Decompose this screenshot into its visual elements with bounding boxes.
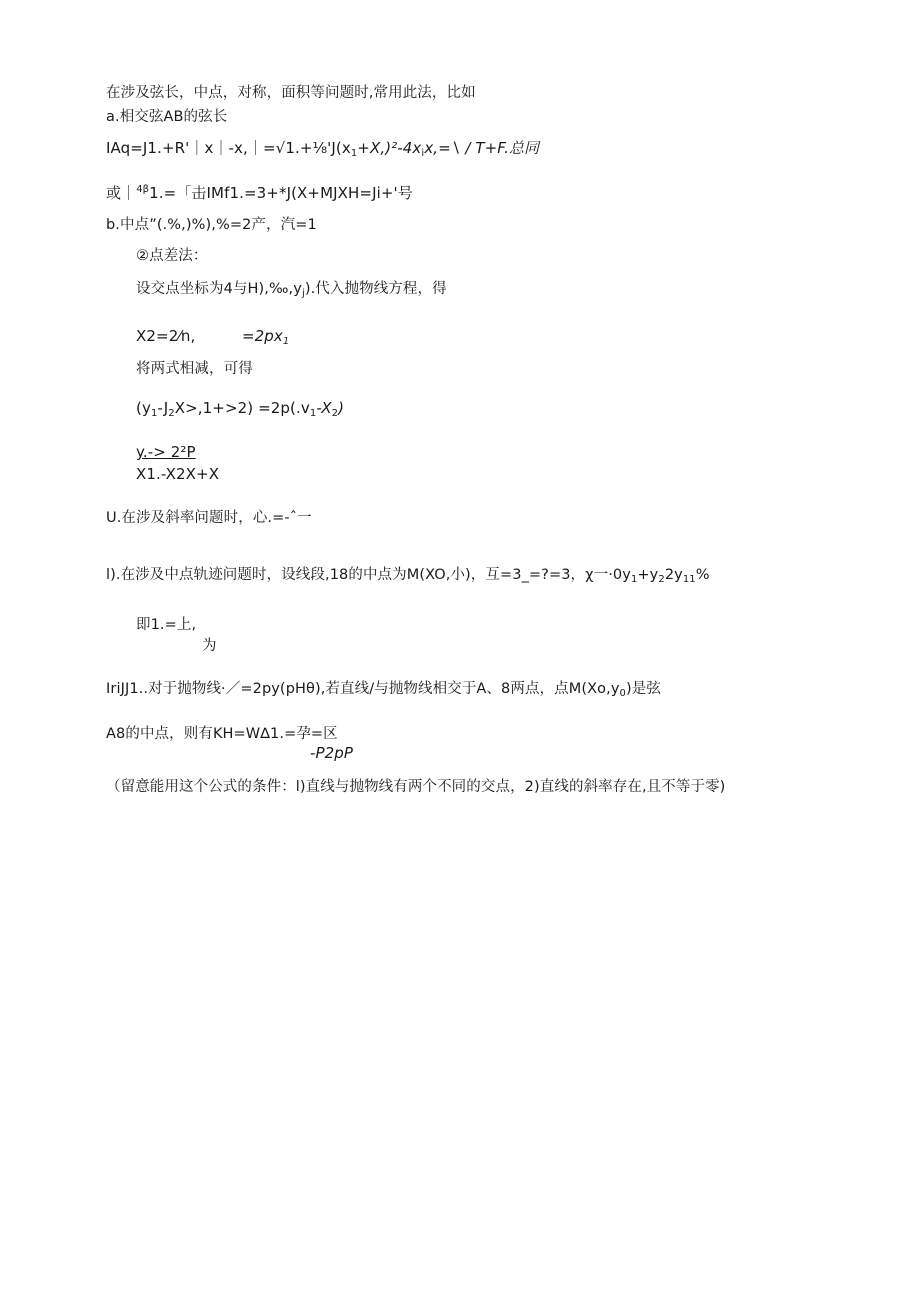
formula-subscript: 1: [309, 408, 317, 419]
formula-part: 1.=「击IMf1.=3+*J(X+MJXH=Ji+'号: [149, 184, 413, 202]
text-subscript: 2: [658, 574, 665, 585]
text-subscript: j: [301, 288, 305, 299]
text-part: 2y: [664, 567, 683, 583]
text-subscript: 1: [630, 574, 638, 585]
formula-part: (y: [136, 399, 151, 417]
text-subscript: 0: [619, 688, 626, 699]
equation-wei: 为: [202, 638, 217, 654]
formula-subscript: 1: [282, 336, 290, 347]
text-part: ).代入抛物线方程，得: [304, 281, 447, 297]
text-part: l).在涉及中点轨迹问题时，设线段,18的中点为M(XO,小)，互=3_=?=3，χ一·0y: [106, 567, 631, 583]
formula-part: =2px: [242, 327, 283, 345]
equation-2px: [242, 327, 289, 351]
formula-part: IAq=J1.+R'｜x｜-x,｜=√1.+⅛'J(x: [106, 139, 351, 157]
heading-midpoint: b.中点”(.%,)%),%=2产，汽=1: [106, 217, 317, 233]
fraction-numerator: y.-> 2²P: [136, 443, 196, 461]
formula-chord-length: [106, 139, 539, 163]
formula-chord-length-alt: [106, 181, 413, 202]
paragraph-parabola-theorem: [106, 680, 661, 703]
heading-point-difference: ②点差法：: [136, 248, 208, 264]
formula-subscript: 2: [168, 408, 175, 419]
paragraph-intro: 在涉及弦长，中点，对称，面积等问题时,常用此法，比如: [106, 85, 476, 101]
equation-x2: X2=2⁄n,: [136, 327, 196, 345]
text-part: IriJJ1..对于抛物线·／=2py(pHθ),若直线/与抛物线相交于A、8两点，点M(Xo,y: [106, 681, 620, 697]
paragraph-set-points: [136, 280, 447, 303]
text-subscript: 11: [682, 574, 696, 585]
paragraph-midpoint-slope: A8的中点，则有KH=W∆1.=孕=区: [106, 726, 338, 742]
paragraph-midpoint-locus: [106, 566, 710, 589]
equation-ji: 即1.=上,: [136, 617, 197, 633]
fraction-denominator: X1.-X2X+X: [136, 465, 220, 483]
paragraph-conditions: （留意能用这个公式的条件：l)直线与抛物线有两个不同的交点，2)直线的斜率存在,且不等于零): [106, 779, 726, 795]
formula-part: x,=∖ / T+F.总同: [424, 139, 540, 157]
text-part: +y: [637, 567, 659, 583]
formula-part: -X: [316, 399, 332, 417]
text-part: 设交点坐标为4与H),‰,y: [136, 281, 302, 297]
paragraph-subtract: 将两式相减，可得: [136, 361, 253, 377]
formula-part: 或｜: [106, 184, 137, 202]
formula-subscript: 2: [331, 408, 339, 419]
formula-superscript: 4β: [136, 184, 150, 195]
formula-denominator: -P2pP: [310, 744, 354, 762]
formula-subscript: 1: [150, 408, 158, 419]
text-part: )是弦: [626, 681, 661, 697]
formula-part: ): [338, 399, 345, 417]
formula-subscript: 1: [350, 148, 358, 159]
formula-part: +X,)²-4x: [357, 139, 422, 157]
formula-part: -J: [157, 399, 169, 417]
formula-part: X>,1+>2) =2p(.v: [174, 399, 310, 417]
formula-subscript: i: [421, 148, 425, 159]
heading-slope: U.在涉及斜率问题时，心.=-ˆ一: [106, 510, 312, 526]
text-part: %: [695, 567, 710, 583]
heading-chord-length: a.相交弦AB的弦长: [106, 109, 228, 125]
equation-difference: [136, 399, 344, 423]
